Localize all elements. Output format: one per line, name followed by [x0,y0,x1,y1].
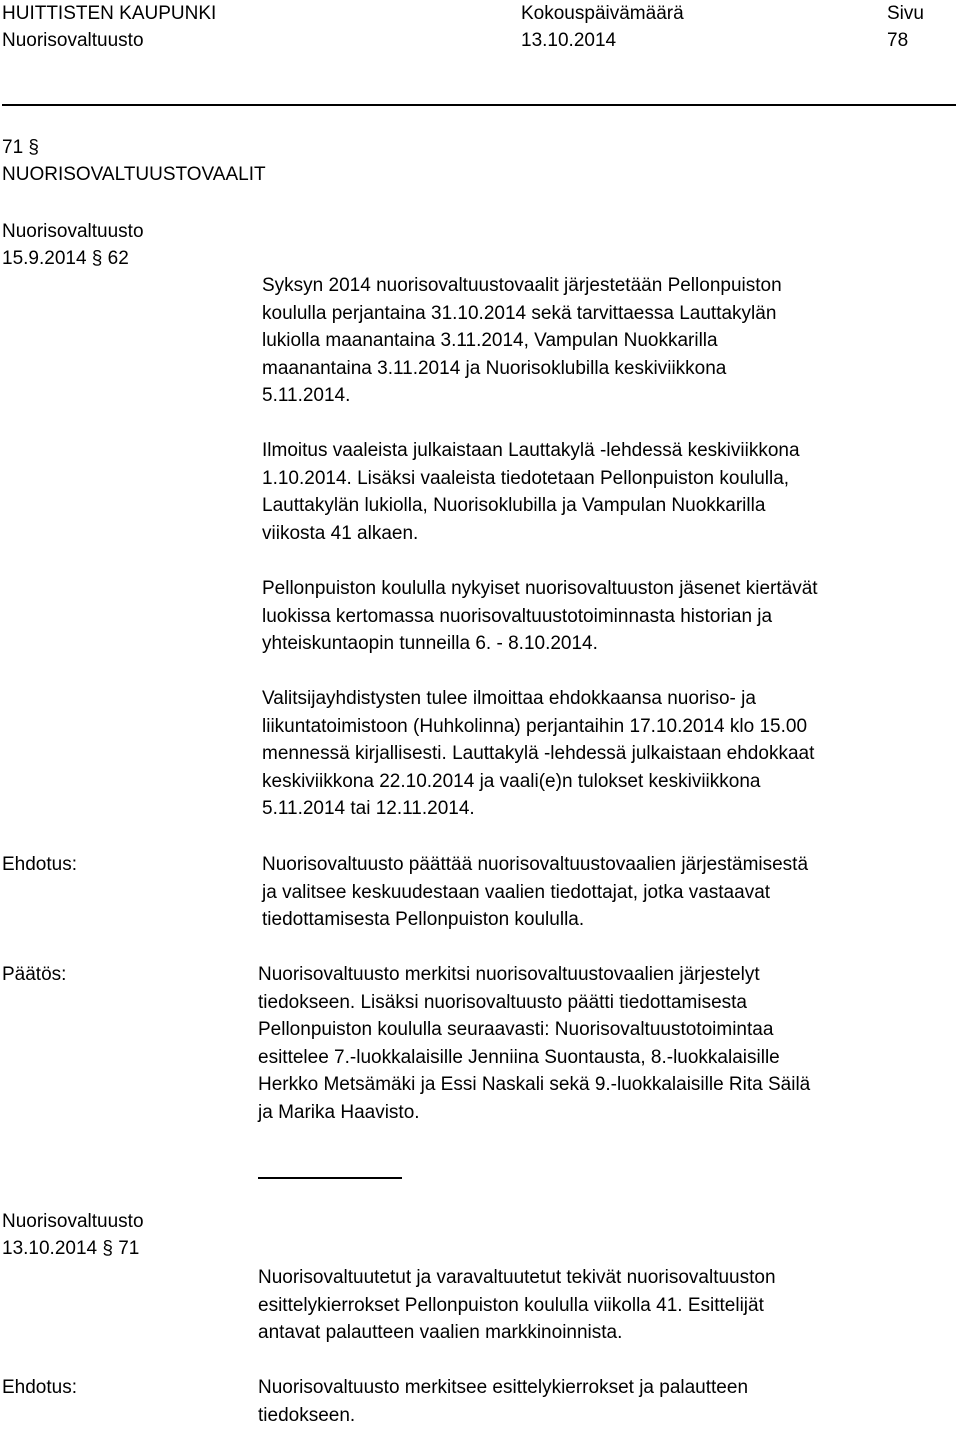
text-line: Nuorisovaltuusto päättää nuorisovaltuustovaalien järjestämisestä [262,854,809,875]
text-line: 1.10.2014. Lisäksi vaaleista tiedotetaan Pellonpuiston koululla, [262,467,790,489]
text-line: ja Marika Haavisto. [258,1101,420,1123]
text-line: keskiviikkona 22.10.2014 ja vaali(e)n tulokset keskiviikkona [262,770,761,792]
text-line: esittelykierrokset Pellonpuiston koululla viikolla 41. Esittelijät [258,1294,764,1316]
text-line: 5.11.2014. [262,385,351,407]
text-line: Pellonpuiston koululla seuraavasti: Nuorisovaltuustotoimintaa [258,1019,774,1041]
text-line: Pellonpuiston koululla nykyiset nuorisovaltuuston jäsenet kiertävät [262,578,818,599]
text-line: Nuorisovaltuusto merkitsee esittelykierrokset ja palautteen [258,1377,749,1398]
header-rule [2,104,956,106]
text-line: ja valitsee keskuudestaan vaalien tiedottajat, jotka vastaavat [262,881,771,903]
reference-meeting: 13.10.2014 § 71 [2,1238,140,1259]
paragraph-candidates [262,685,814,823]
reference-body: Nuorisovaltuusto [2,221,144,242]
paragraph-school-visits [262,575,818,658]
text-line: esittelee 7.-luokkalaisille Jenniina Suontausta, 8.-luokkalaisille [258,1046,780,1068]
decision-label: Päätös: [2,964,67,985]
text-line: Lauttakylän lukiolla, Nuorisoklubilla ja Vampulan Nuokkarilla [262,495,766,517]
reference-meeting: 15.9.2014 § 62 [2,248,129,269]
paragraph-announcement [262,437,800,547]
section-divider [258,1177,402,1179]
reference-body: Nuorisovaltuusto [2,1211,144,1232]
proposal-label: Ehdotus: [2,854,77,875]
header-date: 13.10.2014 [521,30,617,51]
text-line: tiedokseen. Lisäksi nuorisovaltuusto päätti tiedottamisesta [258,991,747,1013]
paragraph-election-dates [262,272,782,410]
proposal-label: Ehdotus: [2,1377,77,1398]
text-line: Syksyn 2014 nuorisovaltuustovaalit järjestetään Pellonpuiston [262,275,782,296]
text-line: Herkko Metsämäki ja Essi Naskali sekä 9.-luokkalaisille Rita Säilä [258,1074,811,1096]
header-org: HUITTISTEN KAUPUNKI [2,3,217,24]
header-page-label: Sivu [887,3,924,24]
text-line: antavat palautteen vaalien markkinoinnista. [258,1322,623,1344]
item-title: NUORISOVALTUUSTOVAALIT [2,164,266,185]
text-line: Ilmoitus vaaleista julkaistaan Lauttakylä -lehdessä keskiviikkona [262,440,800,461]
text-line: luokissa kertomassa nuorisovaltuustotoiminnasta historian ja [262,605,773,627]
header-body: Nuorisovaltuusto [2,30,144,51]
text-line: maanantaina 3.11.2014 ja Nuorisoklubilla keskiviikkona [262,357,727,379]
text-line: tiedottamisesta Pellonpuiston koululla. [262,909,585,931]
text-line: Nuorisovaltuusto merkitsi nuorisovaltuustovaalien järjestelyt [258,964,760,985]
text-line: Nuorisovaltuutetut ja varavaltuutetut tekivät nuorisovaltuuston [258,1267,776,1288]
text-line: lukiolla maanantaina 3.11.2014, Vampulan Nuokkarilla [262,330,718,352]
header-date-label: Kokouspäivämäärä [521,3,684,24]
paragraph-presentations [258,1264,776,1347]
text-line: liikuntatoimistoon (Huhkolinna) perjantaihin 17.10.2014 klo 15.00 [262,715,808,737]
text-line: yhteiskuntaopin tunneilla 6. - 8.10.2014. [262,633,598,655]
text-line: koululla perjantaina 31.10.2014 sekä tarvittaessa Lauttakylän [262,302,777,324]
decision-text [258,961,810,1127]
header-page-number: 78 [887,30,909,51]
text-line: viikosta 41 alkaen. [262,522,419,544]
proposal-text [258,1374,748,1429]
proposal-text [262,851,808,934]
text-line: Valitsijayhdistysten tulee ilmoittaa ehdokkaansa nuoriso- ja [262,688,756,709]
item-number: 71 § [2,137,39,158]
text-line: mennessä kirjallisesti. Lauttakylä -lehdessä julkaistaan ehdokkaat [262,743,815,765]
text-line: tiedokseen. [258,1404,356,1426]
text-line: 5.11.2014 tai 12.11.2014. [262,798,475,820]
